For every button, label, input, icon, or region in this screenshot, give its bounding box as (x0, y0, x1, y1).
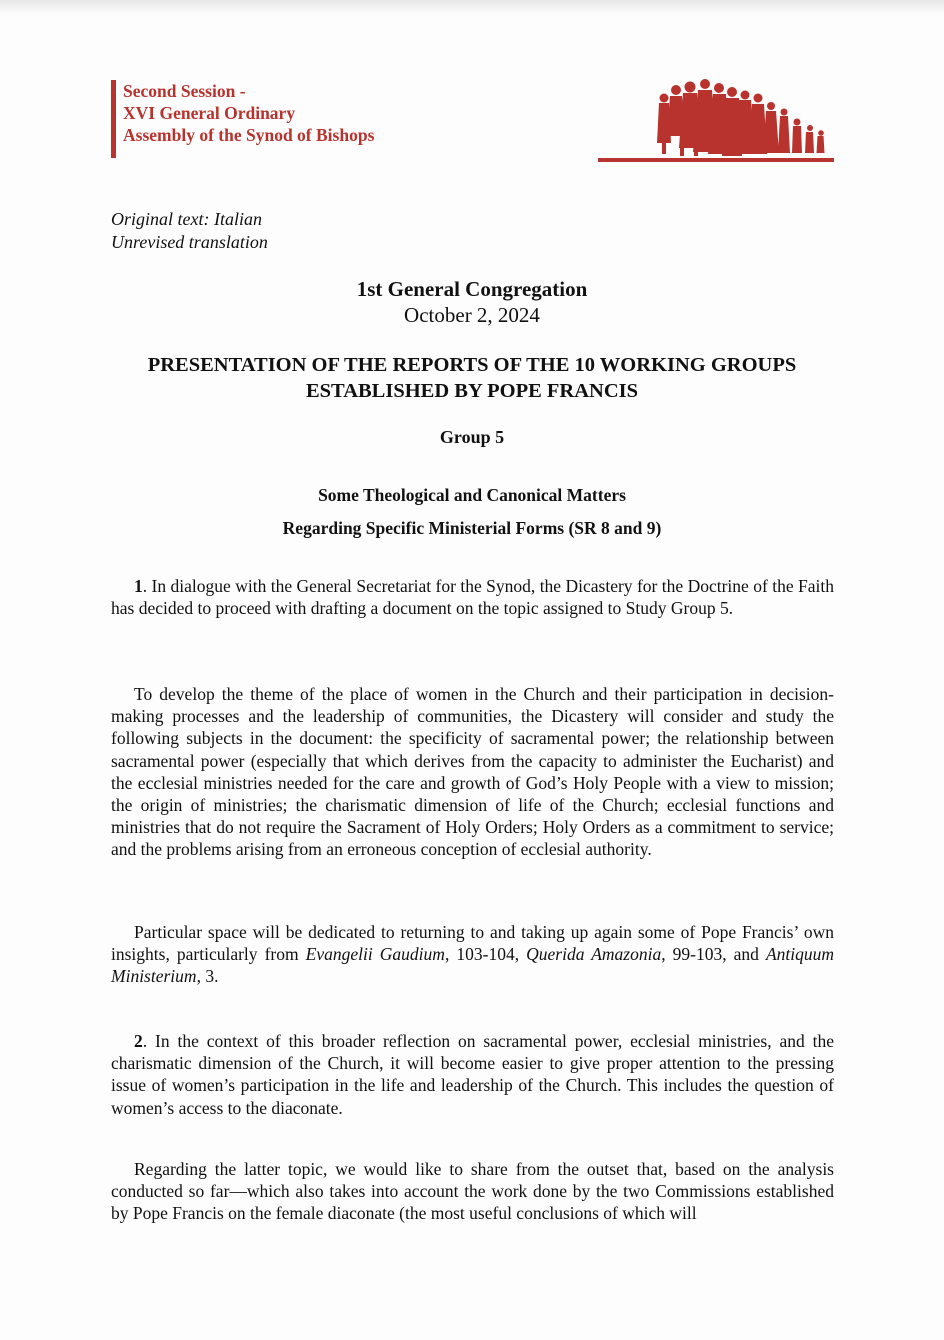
paragraph-1 (111, 575, 834, 619)
page-top-shadow (0, 0, 944, 14)
paragraph-4-text: . In the context of this broader reflection on sacramental power, ecclesial ministries, and the charismatic dimension of the Church, it will become easier to give proper attention to the pressing issue of women’s participation in the life and leadership of the Church. This includes the question of women’s access to the diaconate. (111, 1031, 834, 1118)
paragraph-3-text-b: , 103-104, (444, 944, 527, 965)
document-title (0, 352, 944, 404)
subtitle-line-2: Regarding Specific Ministerial Forms (SR 8 and 9) (282, 518, 662, 538)
paragraph-number-1: 1 (134, 576, 143, 596)
header-line-3: Assembly of the Synod of Bishops (123, 125, 375, 145)
reference-querida-amazonia: Querida Amazonia (526, 944, 662, 965)
paragraph-2: To develop the theme of the place of women in the Church and their participation in decision-making processes and the leadership of communities, the Dicastery will consider and study the following subjects in the document: the specificity of sacramental power; the relationship between sacramental power (especially that which derives from the capacity to administer the Eucharist) and the ecclesial ministries needed for the care and growth of God’s Holy People with a view to mission; the origin of ministries; the charismatic dimension of life of the Church; ecclesial functions and ministries that do not require the Sacrament of Holy Orders; Holy Orders as a commitment to service; and the problems arising from an erroneous conception of ecclesial authority. (111, 684, 834, 860)
paragraph-number-2: 2 (134, 1031, 143, 1051)
paragraph-1-text: . In dialogue with the General Secretariat for the Synod, the Dicastery for the Doctrine of the Faith has decided to proceed with drafting a document on the topic assigned to Study Group 5. (111, 576, 834, 619)
reference-antiquum-ministerium: Antiquum Ministerium (111, 944, 835, 987)
paragraph-4 (111, 1030, 834, 1119)
congregation-title: 1st General Congregation (356, 277, 588, 301)
document-subtitle (0, 479, 944, 545)
document-title-line-1: PRESENTATION OF THE REPORTS OF THE 10 WORKING GROUPS (147, 354, 797, 376)
original-text-note: Original text: Italian (111, 209, 262, 229)
document-title-line-2: ESTABLISHED BY POPE FRANCIS (305, 380, 639, 402)
congregation-date: October 2, 2024 (404, 303, 540, 327)
paragraph-3-text-a: Particular space will be dedicated to returning to and taking up again some of Pope Francis’ own insights, particularly from (111, 922, 834, 965)
synod-session-header (111, 80, 374, 158)
paragraph-3 (111, 921, 834, 988)
subtitle-line-1: Some Theological and Canonical Matters (318, 485, 626, 505)
paragraph-3-text-c: , 99-103, and (661, 944, 766, 965)
translation-note: Unrevised translation (111, 232, 268, 252)
paragraph-3-text-d: , 3. (196, 966, 219, 987)
header-line-2: XVI General Ordinary (123, 103, 296, 123)
group-heading: Group 5 (439, 427, 505, 447)
reference-evangelii-gaudium: Evangelii Gaudium (305, 944, 445, 965)
document-meta (111, 208, 268, 254)
paragraph-5: Regarding the latter topic, we would like to share from the outset that, based on the analysis conducted so far—which also takes into account the work done by the two Commissions established by Pope Francis on the female diaconate (the most useful conclusions of which will (111, 1159, 834, 1224)
synod-people-procession-logo-icon (598, 78, 834, 164)
header-line-1: Second Session - (123, 81, 246, 101)
